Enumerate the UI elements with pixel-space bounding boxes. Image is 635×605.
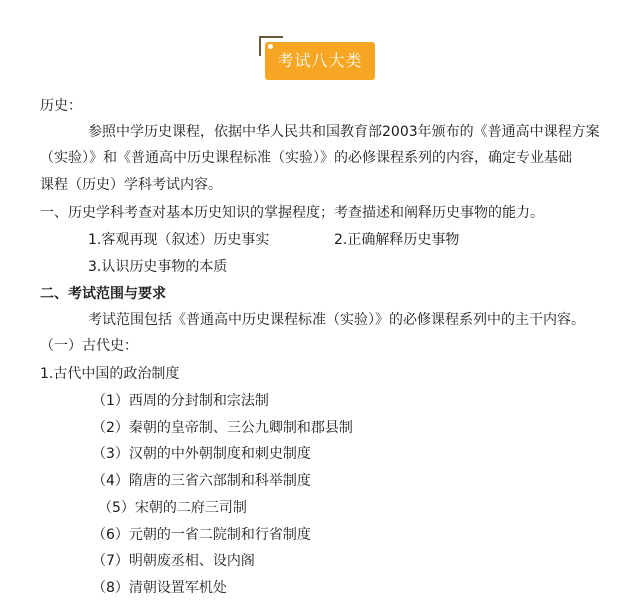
intro-line-2: （实验）》和《普通高中历史课程标准（实验）》的必修课程系列的内容，确定专业基础 (40, 150, 572, 166)
list-item: （3）汉朝的中外朝制度和刺史制度 (92, 446, 311, 462)
list-item: （1）西周的分封制和宗法制 (92, 393, 269, 409)
section1-heading: 一、历史学科考查对基本历史知识的掌握程度；考查描述和阐释历史事物的能力。 (40, 205, 544, 221)
list-item: （7）明朝废丞相、设内阁 (92, 553, 255, 569)
list-item: （8）清朝设置军机处 (92, 580, 227, 596)
section2-heading: 二、考试范围与要求 (40, 286, 166, 302)
list-item: （6）元朝的一省二院制和行省制度 (92, 527, 311, 543)
ability-item-3: 3.认识历史事物的本质 (88, 259, 228, 275)
ancient-history-label: （一）古代史： (40, 338, 138, 354)
title-badge (259, 36, 375, 82)
intro-line-1: 参照中学历史课程，依据中华人民共和国教育部2003年颁布的《普通高中课程方案 (88, 124, 600, 140)
badge-title: 考试八大类 (265, 42, 375, 80)
history-label: 历史： (40, 98, 82, 114)
topic-heading: 1.古代中国的政治制度 (40, 366, 180, 382)
ability-item-2: 2.正确解释历史事物 (334, 232, 460, 248)
scope-text: 考试范围包括《普通高中历史课程标准（实验）》的必修课程系列中的主干内容。 (88, 312, 585, 328)
list-item: （2）秦朝的皇帝制、三公九卿制和郡县制 (92, 420, 353, 436)
ability-item-1: 1.客观再现（叙述）历史事实 (88, 232, 270, 248)
intro-line-3: 课程（历史）学科考试内容。 (40, 177, 222, 193)
list-item: （4）隋唐的三省六部制和科举制度 (92, 473, 311, 489)
badge-dot-decoration (268, 44, 273, 49)
list-item: （5）宋朝的二府三司制 (98, 500, 247, 516)
